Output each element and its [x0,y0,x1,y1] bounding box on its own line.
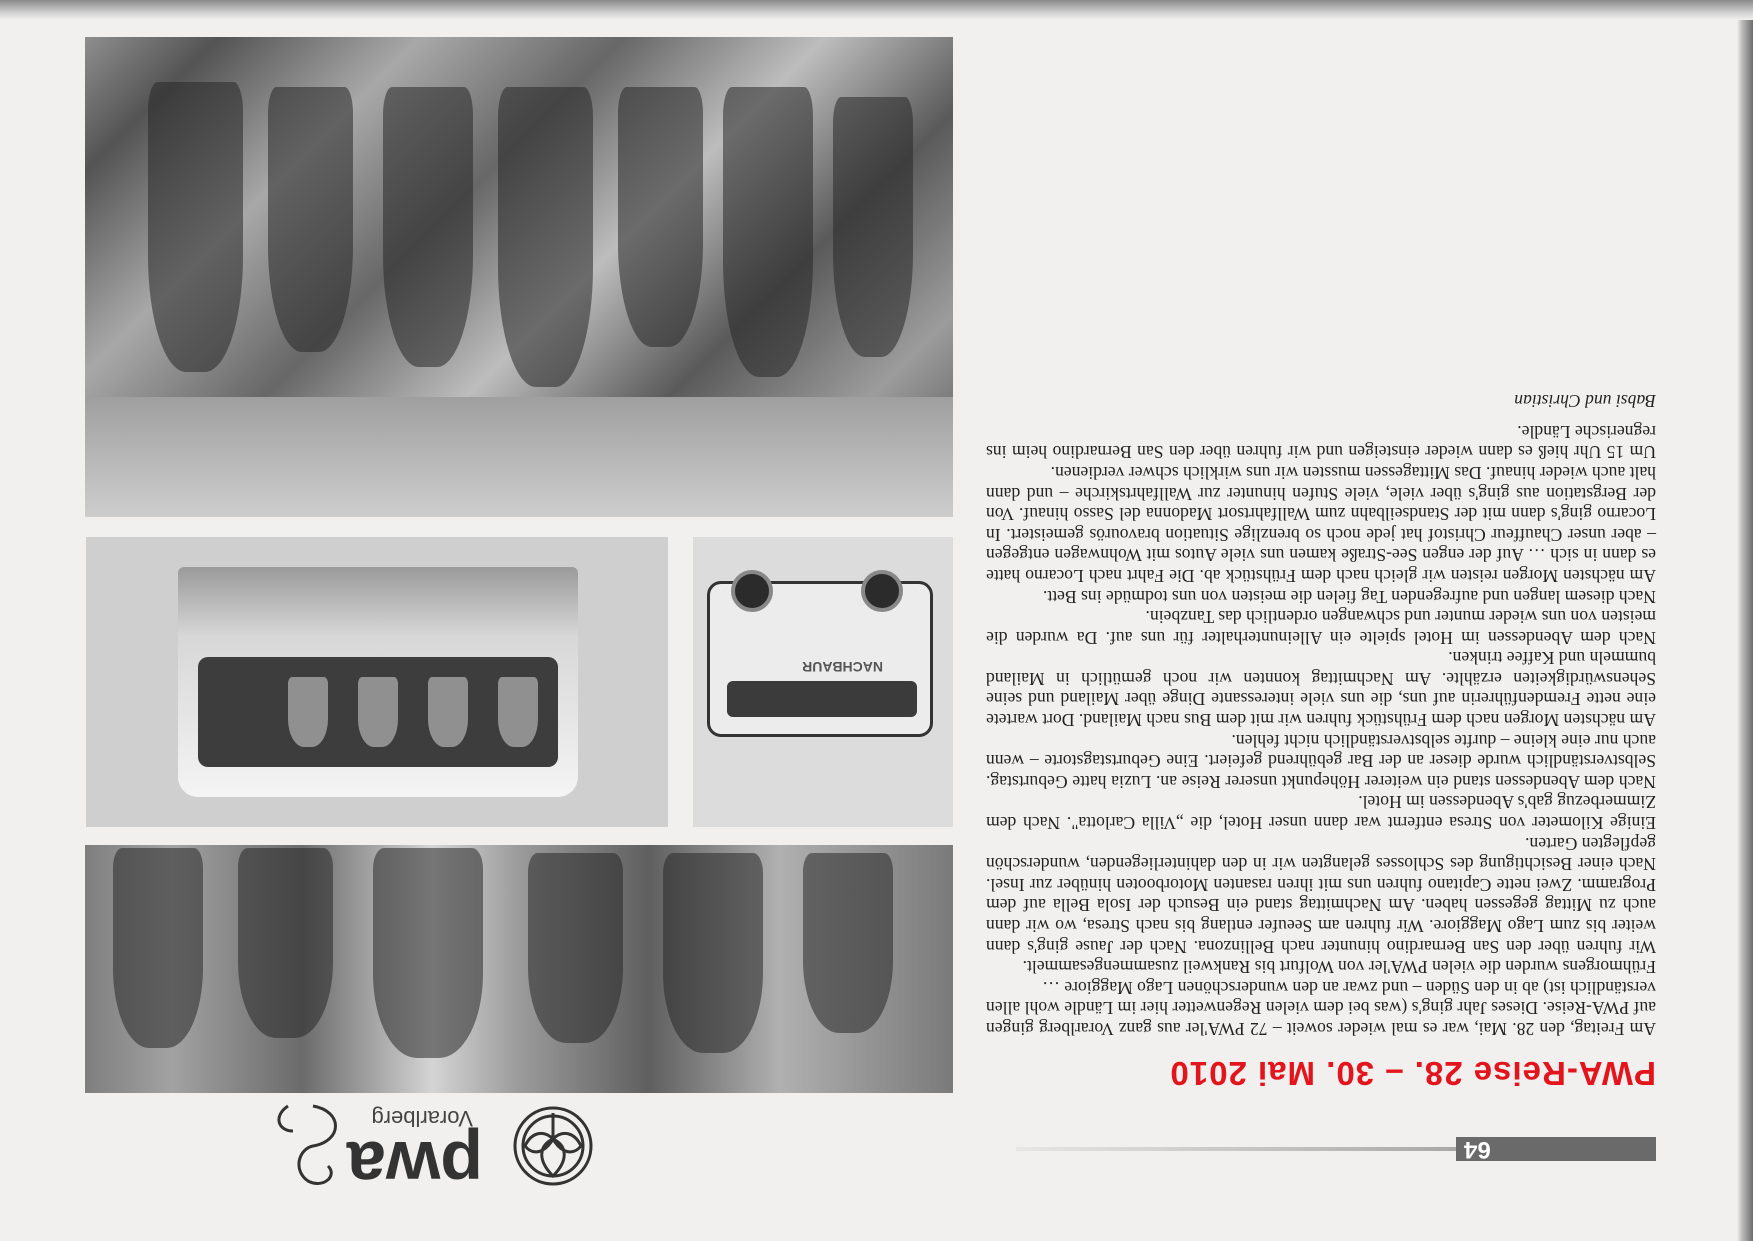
photo-group-outdoors [85,37,953,517]
paragraph: Wir fuhren über den San Bernardino hinunter nach Bellinzona. Nach der Jause ging's dann weiter bis zum Lago Maggiore. Wir fuhren am Seeufer entlang bis nach Stresa, wo wir dann auch zu Mittag gegessen haben. Am Nachmittag stand ein Besuch der Isola Bella auf dem Programm. Zwei nette Capitano fuhren uns mit ihren rasanten Motorbooten hinüber zur Insel. Nach einer Besichtigung des Schlosses gelangten wir in den dahinterliegenden, wunderschön gepflegten Garten. [986,833,1656,957]
logo-subtitle: Vorarlberg [371,1106,473,1131]
article-title: PWA-Reise 28. – 30. Mai 2010 [1169,1055,1656,1092]
paragraph: Nach diesem langen und aufregenden Tag fielen die meisten von uns todmüde ins Bett. [1042,586,1656,607]
paragraph: Am nächsten Morgen reisten wir gleich nach dem Frühstück ab. Die Fahrt nach Locarno hatte es dann in sich … Auf der engen See-Straße kamen uns viele Autos mit Wohnwagen entgegen – aber unser Chauffeur Christof hat jede noch so brenzlige Situation bravourös gemeistert. In Locarno ging's dann mit der Standseilbahn zum Wallfahrtsort Madonna del Sasso hinauf. Von der Bergstation aus ging's über viele, viele Stufen hinunter zur Wallfahrtskirche – und dann halt auch wieder hinauf. Das Mittagessen mussten wir uns wirklich schwer verdienen. [986,462,1656,586]
photo-coach-front [86,537,668,827]
photo-sky [85,397,953,517]
bus-label: NACHBAUR [802,659,883,675]
photo-group-at-bar [85,845,953,1093]
logo-wordmark: pwa [346,1127,483,1205]
paragraph: Frühmorgens wurden die vielen PWA'ler von Wolfurt bis Rankweil zusammengesammelt. [1022,957,1656,978]
bus-window [727,681,917,717]
article-body [986,391,1656,1039]
paragraph: Um 15 Uhr hieß es dann wieder einsteigen und wir fuhren über den San Bernardino heim ins regnerische Ländle. [986,421,1656,463]
page-number-bar [1456,1137,1656,1161]
article-signature: Babsi und Christian [1514,391,1656,412]
page-gutter [1737,0,1753,1241]
header-rule [1016,1147,1456,1151]
paragraph: Nach dem Abendessen im Hotel spielte ein Alleinunterhalter für uns auf. Da wurden die meisten von uns wieder munter und schwangen ordentlich das Tanzbein. [986,607,1656,648]
page-edge [0,0,1753,20]
paragraph: Einige Kilometer von Stresa entfernt war dann unser Hotel, die „Villa Carlotta". Nach dem Zimmerbezug gab's Abendessen im Hotel. [986,792,1656,834]
bus-wheel [731,570,773,612]
paragraph: Nach dem Abendessen stand ein weiterer Höhepunkt unserer Reise an. Luzia hatte Geburtstag. Selbstverständlich wurde dieser an der Bar gebührend gefeiert. Eine Geburtstagstorte – wenn auch nur eine kleine – durfte selbstverständlich nicht fehlen. [986,730,1656,792]
page-number: 64 [1464,1136,1491,1163]
photo-bus-side [693,537,953,827]
paragraph: Am Freitag, den 28. Mai, war es mal wieder soweit – 72 PWA'ler aus ganz Vorarlberg gingen auf PWA-Reise. Dieses Jahr ging's (was bei dem vielen Regenwetter hier im Ländle wohl allen verständlich ist) ab in den Süden – und zwar an den wunderschönen Lago Maggiore … [986,977,1656,1039]
paragraph: Am nächsten Morgen nach dem Frühstück fuhren wir mit dem Bus nach Mailand. Dort wartete eine nette Fremdenführerin auf uns, die uns viele interessante Dinge über Mailand und seine Sehenswürdigkeiten erzählte. Am Nachmittag konnten wir noch gemütlich in Mailand bummeln und Kaffee trinken. [986,648,1656,731]
bus-wheel [861,570,903,612]
